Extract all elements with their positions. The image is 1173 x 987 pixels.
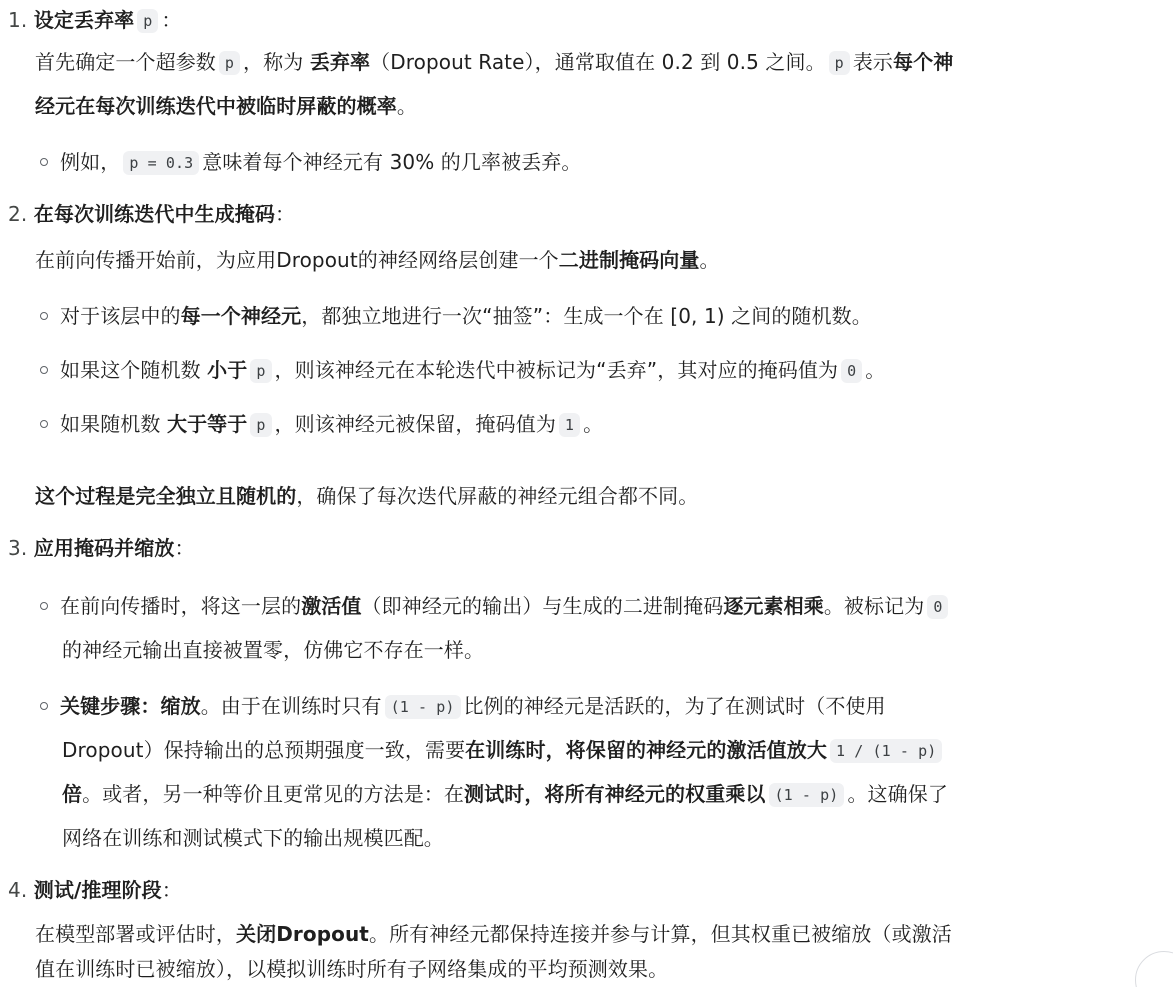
paragraph-line: [35, 920, 952, 948]
list-item: [40, 148, 582, 177]
list-number: 4.: [8, 878, 28, 902]
text: 表示: [852, 50, 894, 74]
text: ，则该神经元被保留，掩码值为: [274, 412, 556, 436]
text: 。: [583, 412, 604, 436]
text: （Dropout Rate），通常取值在 0.2 到 0.5 之间。: [370, 50, 826, 74]
bold-text: 这个过程是完全独立且随机的: [35, 484, 297, 508]
list-item: [40, 356, 885, 385]
bullet-circle-icon: [40, 158, 48, 166]
title-suffix: ：: [274, 202, 296, 226]
text: 值在训练时已被缩放），以模拟训练时所有子网络集成的平均预测效果。: [35, 957, 669, 981]
list-item: [40, 410, 603, 439]
text: 。: [699, 248, 720, 272]
text: ，则该神经元在本轮迭代中被标记为“丢弃”，其对应的掩码值为: [274, 358, 839, 382]
inline-code: p: [219, 51, 240, 75]
paragraph-line: [62, 824, 444, 852]
text: 。被标记为: [823, 594, 925, 618]
inline-code: 0: [927, 595, 948, 619]
text: 在模型部署或评估时，: [35, 922, 236, 946]
inline-code: p: [137, 9, 158, 33]
bullet-circle-icon: [40, 312, 48, 320]
text: 。所有神经元都保持连接并参与计算，但其权重已被缩放（或激活: [368, 922, 952, 946]
title-suffix: ：: [161, 878, 182, 902]
inline-code: (1 - p): [385, 695, 461, 719]
text: 在前向传播时，将这一层的: [60, 594, 302, 618]
inline-code: p: [250, 413, 271, 437]
inline-code: p = 0.3: [123, 151, 199, 175]
list-item-title: 应用掩码并缩放: [33, 536, 175, 560]
bold-text: 测试时，将所有神经元的权重乘以: [464, 782, 766, 806]
paragraph-line: [62, 736, 945, 765]
bold-text: 逐元素相乘: [723, 594, 824, 618]
bold-text: 每一个神经元: [180, 304, 302, 328]
text: 。: [865, 358, 886, 382]
text: 如果这个随机数: [60, 358, 201, 382]
text: ，称为: [243, 50, 304, 74]
text: 如果随机数: [60, 412, 161, 436]
list-item: [40, 302, 872, 330]
bold-text: 丢弃率: [309, 50, 371, 74]
inline-code: p: [829, 51, 850, 75]
paragraph-line: [35, 48, 953, 77]
list-number: 2.: [8, 202, 28, 226]
text: 比例的神经元是活跃的，为了在测试时（不使用: [463, 694, 886, 718]
bullet-circle-icon: [40, 366, 48, 374]
title-suffix: ：: [174, 536, 195, 560]
list-item-heading-4: [8, 876, 182, 904]
text: 在前向传播开始前，为应用Dropout的神经网络层创建一个: [35, 248, 559, 272]
bold-text: 关闭Dropout: [236, 922, 369, 946]
list-item-title: 设定丢弃率: [33, 8, 135, 32]
paragraph-line: [35, 955, 668, 983]
title-suffix: ：: [161, 8, 182, 32]
text: ，都独立地进行一次“抽签”：生成一个在 [0, 1) 之间的随机数。: [301, 304, 872, 328]
bullet-circle-icon: [40, 602, 48, 610]
list-item: [40, 692, 886, 721]
text: 。由于在训练时只有: [200, 694, 382, 718]
bullet-circle-icon: [40, 702, 48, 710]
text: 对于该层中的: [60, 304, 181, 328]
inline-code: 1: [559, 413, 580, 437]
paragraph-line: [35, 246, 720, 274]
inline-code: 1 / (1 - p): [830, 739, 942, 763]
bold-text: 小于: [207, 358, 248, 382]
paragraph-line: [35, 92, 417, 120]
text: 。或者，另一种等价且更常见的方法是：在: [82, 782, 465, 806]
text: 网络在训练和测试模式下的输出规模匹配。: [62, 826, 444, 850]
scroll-to-bottom-button[interactable]: [1135, 951, 1173, 987]
list-item-heading-1: [8, 6, 182, 35]
text: （即神经元的输出）与生成的二进制掩码: [361, 594, 724, 618]
bold-text: 倍: [62, 782, 83, 806]
inline-code: (1 - p): [769, 783, 845, 807]
list-item-heading-2: [8, 200, 295, 228]
paragraph-line: [62, 636, 484, 664]
text: 例如，: [60, 150, 121, 174]
text: 。这确保了: [847, 782, 948, 806]
list-item-heading-3: [8, 534, 195, 562]
bold-text: 大于等于: [166, 412, 248, 436]
bold-text: 在训练时，将保留的神经元的激活值放大: [465, 738, 827, 762]
text: ，确保了每次迭代屏蔽的神经元组合都不同。: [296, 484, 699, 508]
text: 意味着每个神经元有 30% 的几率被丢弃。: [202, 150, 582, 174]
list-number: 3.: [8, 536, 28, 560]
bold-text: 关键步骤：缩放: [60, 694, 201, 718]
bold-text: 每个神: [893, 50, 954, 74]
text: 的神经元输出直接被置零，仿佛它不存在一样。: [62, 638, 485, 662]
bold-text: 经元在每次训练迭代中被临时屏蔽的概率: [35, 94, 397, 118]
inline-code: 0: [841, 359, 862, 383]
text: 首先确定一个超参数: [35, 50, 216, 74]
text: Dropout）保持输出的总预期强度一致，需要: [62, 738, 466, 762]
paragraph-line: [35, 482, 698, 510]
paragraph-line: [62, 780, 948, 809]
bullet-circle-icon: [40, 420, 48, 428]
list-number: 1.: [8, 8, 28, 32]
inline-code: p: [250, 359, 271, 383]
list-item: [40, 592, 951, 621]
text: 。: [396, 94, 417, 118]
list-item-title: 测试/推理阶段: [33, 878, 162, 902]
bold-text: 二进制掩码向量: [558, 248, 700, 272]
list-item-title: 在每次训练迭代中生成掩码: [33, 202, 275, 226]
bold-text: 激活值: [301, 594, 362, 618]
